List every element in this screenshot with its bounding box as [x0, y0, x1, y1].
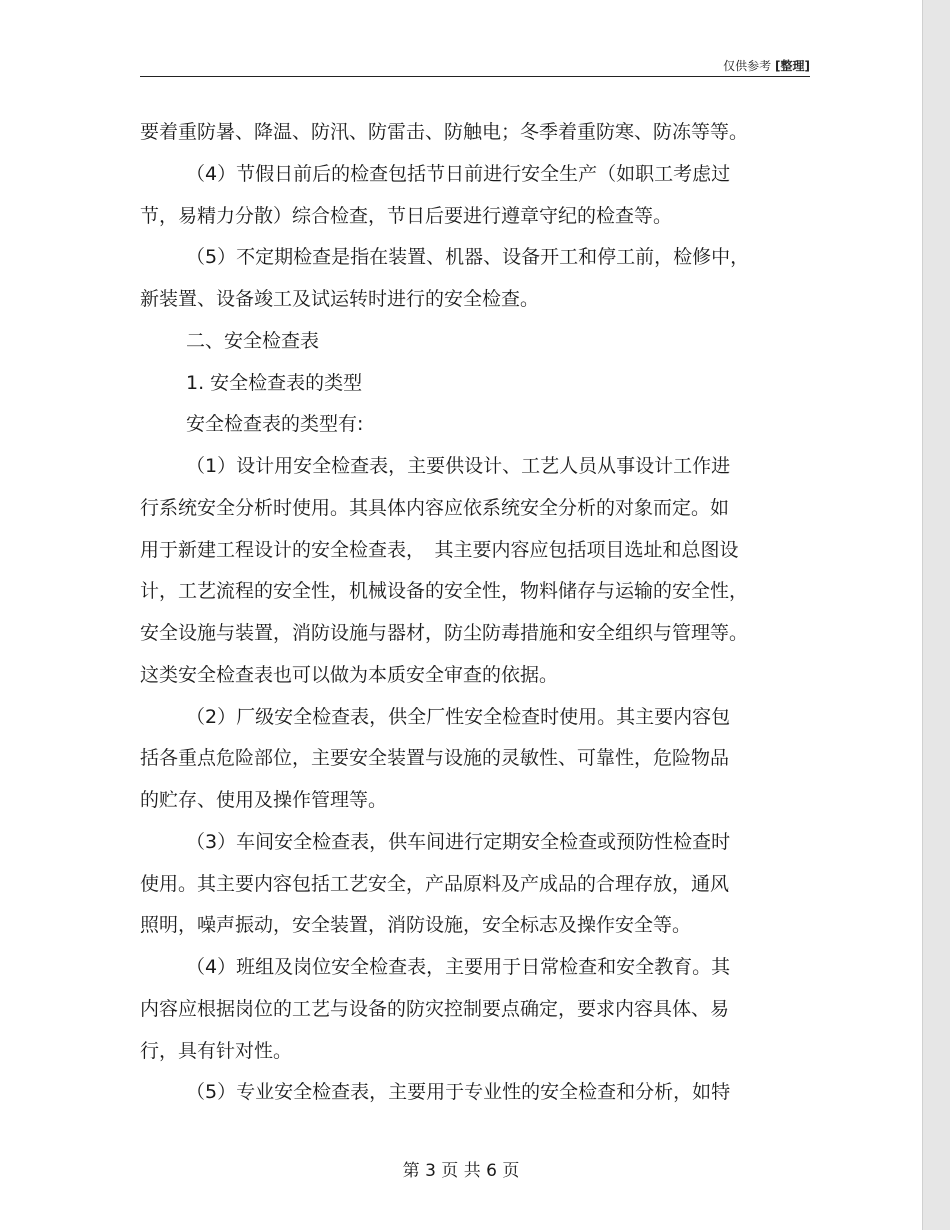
text-line: 节，易精力分散）综合检查，节日后要进行遵章守纪的检查等。 [140, 204, 673, 227]
text-line: 用于新建工程设计的安全检查表， 其主要内容应包括项目选址和总图设 [140, 538, 739, 561]
text-line: 照明，噪声振动，安全装置，消防设施，安全标志及操作安全等。 [140, 914, 692, 937]
document-body [140, 112, 810, 1114]
text-line: （5）不定期检查是指在装置、机器、设备开工和停工前，检修中， [186, 246, 750, 269]
text-line: 行系统安全分析时使用。其具体内容应依系统安全分析的对象而定。如 [140, 496, 730, 519]
text-line: 计，工艺流程的安全性，机械设备的安全性，物料储存与运输的安全性， [140, 580, 749, 603]
text-line: 的贮存、使用及操作管理等。 [140, 789, 388, 811]
text-line: 二、安全检查表 [186, 329, 320, 352]
text-line: （1）设计用安全检查表，主要供设计、工艺人员从事设计工作进 [186, 455, 731, 477]
header-label: 仅供参考 [723, 59, 772, 73]
header-bracket-close: ] [804, 59, 810, 73]
text-line: 安全设施与装置，消防设施与器材，防尘防毒措施和安全组织与管理等。 [140, 622, 749, 644]
text-line: 1. 安全检查表的类型 [186, 371, 363, 394]
text-line: （4）节假日前后的检查包括节日前进行安全生产（如职工考虑过 [186, 162, 731, 185]
text-line: 行，具有针对性。 [140, 1039, 293, 1062]
page-header [140, 54, 810, 77]
text-line: 新装置、设备竣工及试运转时进行的安全检查。 [140, 288, 540, 310]
text-line: （5）专业安全检查表，主要用于专业性的安全检查和分析，如特 [186, 1081, 731, 1104]
text-line: 内容应根据岗位的工艺与设备的防灾控制要点确定，要求内容具体、易 [140, 997, 730, 1020]
text-line: （3）车间安全检查表，供车间进行定期安全检查或预防性检查时 [186, 830, 731, 853]
text-line: （2）厂级安全检查表，供全厂性安全检查时使用。其主要内容包 [186, 705, 731, 728]
text-line: 这类安全检查表也可以做为本质安全审查的依据。 [140, 663, 559, 686]
page-footer: 第 3 页 共 6 页 [402, 1161, 520, 1181]
header-bracket-open: [ [775, 59, 781, 73]
text-line: （4）班组及岗位安全检查表，主要用于日常检查和安全教育。其 [186, 956, 731, 978]
text-line: 使用。其主要内容包括工艺安全，产品原料及产成品的合理存放，通风 [140, 872, 730, 895]
header-tag: 整理 [780, 59, 805, 73]
text-line: 安全检查表的类型有: [186, 413, 364, 436]
text-line: 要着重防暑、降温、防汛、防雷击、防触电；冬季着重防寒、防冻等等。 [140, 121, 749, 143]
header-text [723, 57, 810, 74]
text-line: 括各重点危险部位，主要安全装置与设施的灵敏性、可靠性，危险物品 [140, 747, 730, 770]
